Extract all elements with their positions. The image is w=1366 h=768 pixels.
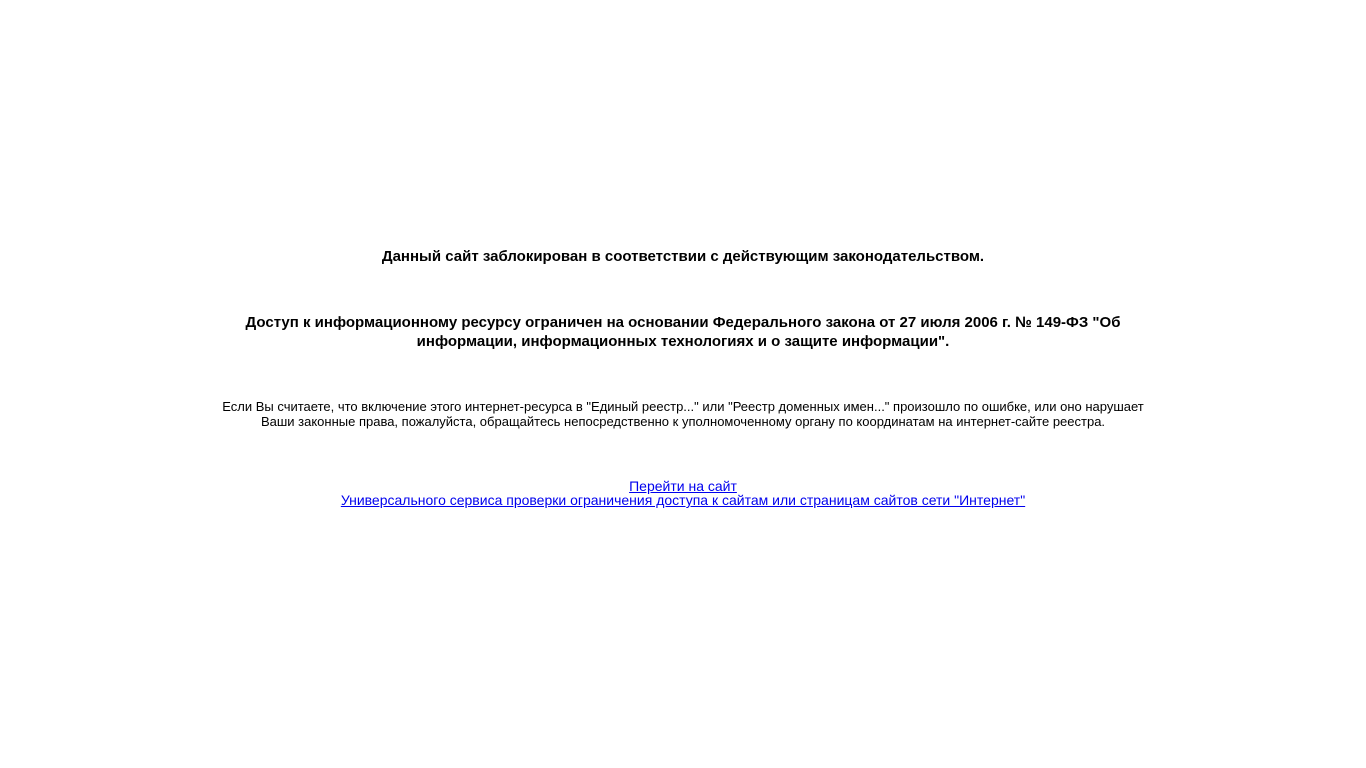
goto-site-link[interactable]: Перейти на сайт <box>629 478 737 494</box>
check-service-links <box>215 479 1151 507</box>
block-notice <box>215 0 1151 507</box>
law-paragraph: Доступ к информационному ресурсу ограничен на основании Федерального закона от 27 июля 2006 г. № 149-ФЗ "Об информации, информационных технологиях и о защите информации". <box>245 314 1121 350</box>
appeal-paragraph: Если Вы считаете, что включение этого интернет-ресурса в "Единый реестр..." или "Реестр доменных имен..." произошло по ошибке, или оно нарушает Ваши законные права, пожалуйста, обращайтесь непосредственно к уполномоченному органу по координатам на интернет-сайте реестра. <box>222 399 1144 429</box>
universal-check-service-link[interactable]: Универсального сервиса проверки ограничения доступа к сайтам или страницам сайтов сети "Интернет" <box>340 492 1026 508</box>
blocked-title: Данный сайт заблокирован в соответствии с действующим законодательством. <box>381 248 985 265</box>
